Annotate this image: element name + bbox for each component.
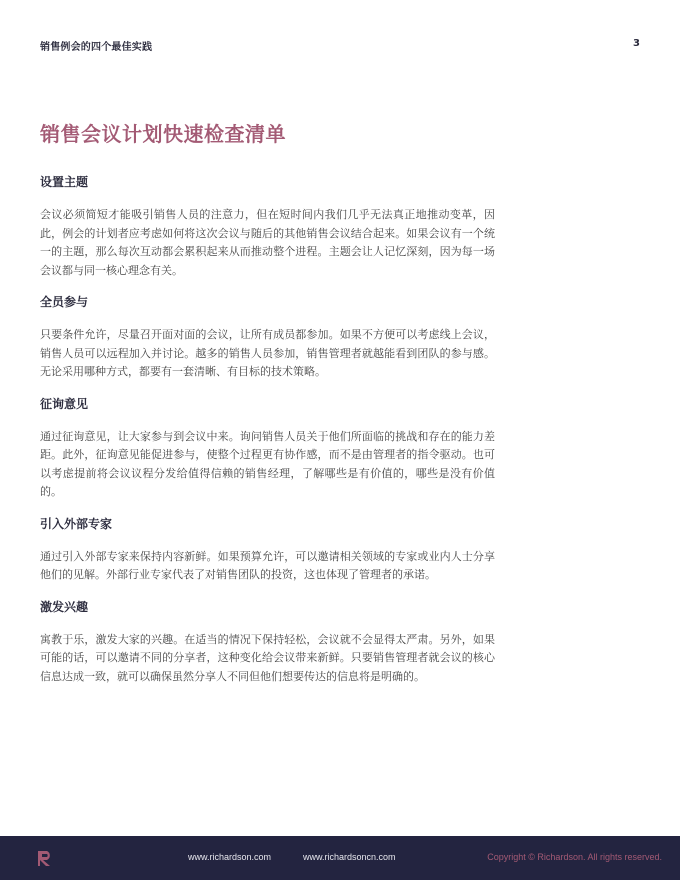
section-body: 只要条件允许，尽量召开面对面的会议，让所有成员都参加。如果不方便可以考虑线上会议，销售人员可以远程加入并讨论。越多的销售人员参加，销售管理者就越能看到团队的参与感。无论采用哪种方式，都要有一套清晰、有目标的技术策略。 [40,328,495,378]
section-body: 通过引入外部专家来保持内容新鲜。如果预算允许，可以邀请相关领域的专家或业内人士分享他们的见解。外部行业专家代表了对销售团队的投资，这也体现了管理者的承诺。 [40,549,495,581]
page-number: 3 [633,38,640,49]
richardson-r-logo-icon [36,849,56,867]
page-header [40,38,640,52]
copyright-notice: Copyright © Richardson. All rights reserved. [487,852,662,862]
section-heading: 激发兴趣 [40,599,89,614]
document-title: 销售例会的四个最佳实践 [40,42,153,53]
section-body: 会议必须简短才能吸引销售人员的注意力，但在短时间内我们几乎无法真正地推动变革，因此，例会的计划者应考虑如何将这次会议与随后的其他销售会议结合起来。如果会议有一个统一的主题，那么每次互动都会累积起来从而推动整个进程。主题会让人记忆深刻，因为每一场会议都与同一核心理念有关。 [40,208,495,277]
page-title: 销售会议计划快速检查清单 [40,122,286,146]
section-solicit-feedback [40,396,495,502]
footer-link-richardson-com[interactable]: www.richardson.com [188,852,272,862]
section-heading: 征询意见 [40,396,89,411]
section-body: 寓教于乐，激发大家的兴趣。在适当的情况下保持轻松，会议就不会显得太严肃。另外，如果可能的话，可以邀请不同的分享者，这种变化给会议带来新鲜。只要销售管理者就会议的核心信息达成一致，就可以确保虽然分享人不同但他们想要传达的信息将是明确的。 [40,632,495,683]
section-external-experts [40,516,495,585]
section-heading: 全员参与 [40,295,89,309]
footer-link-richardsoncn-com[interactable]: www.richardsoncn.com [303,852,396,862]
section-spark-interest [40,599,495,687]
section-set-theme [40,174,495,280]
page-footer [0,836,680,880]
section-body: 通过征询意见，让大家参与到会议中来。询问销售人员关于他们所面临的挑战和存在的能力差距。此外，征询意见能促进参与，使整个过程更有协作感，而不是由管理者的指令驱动。也可以考虑提前将会议议程分发给值得信赖的销售经理，了解哪些是有价值的，哪些是没有价值的。 [40,429,495,498]
section-heading: 设置主题 [40,175,89,189]
checklist-sections [40,174,495,700]
section-heading: 引入外部专家 [40,516,113,531]
section-full-participation [40,294,495,382]
